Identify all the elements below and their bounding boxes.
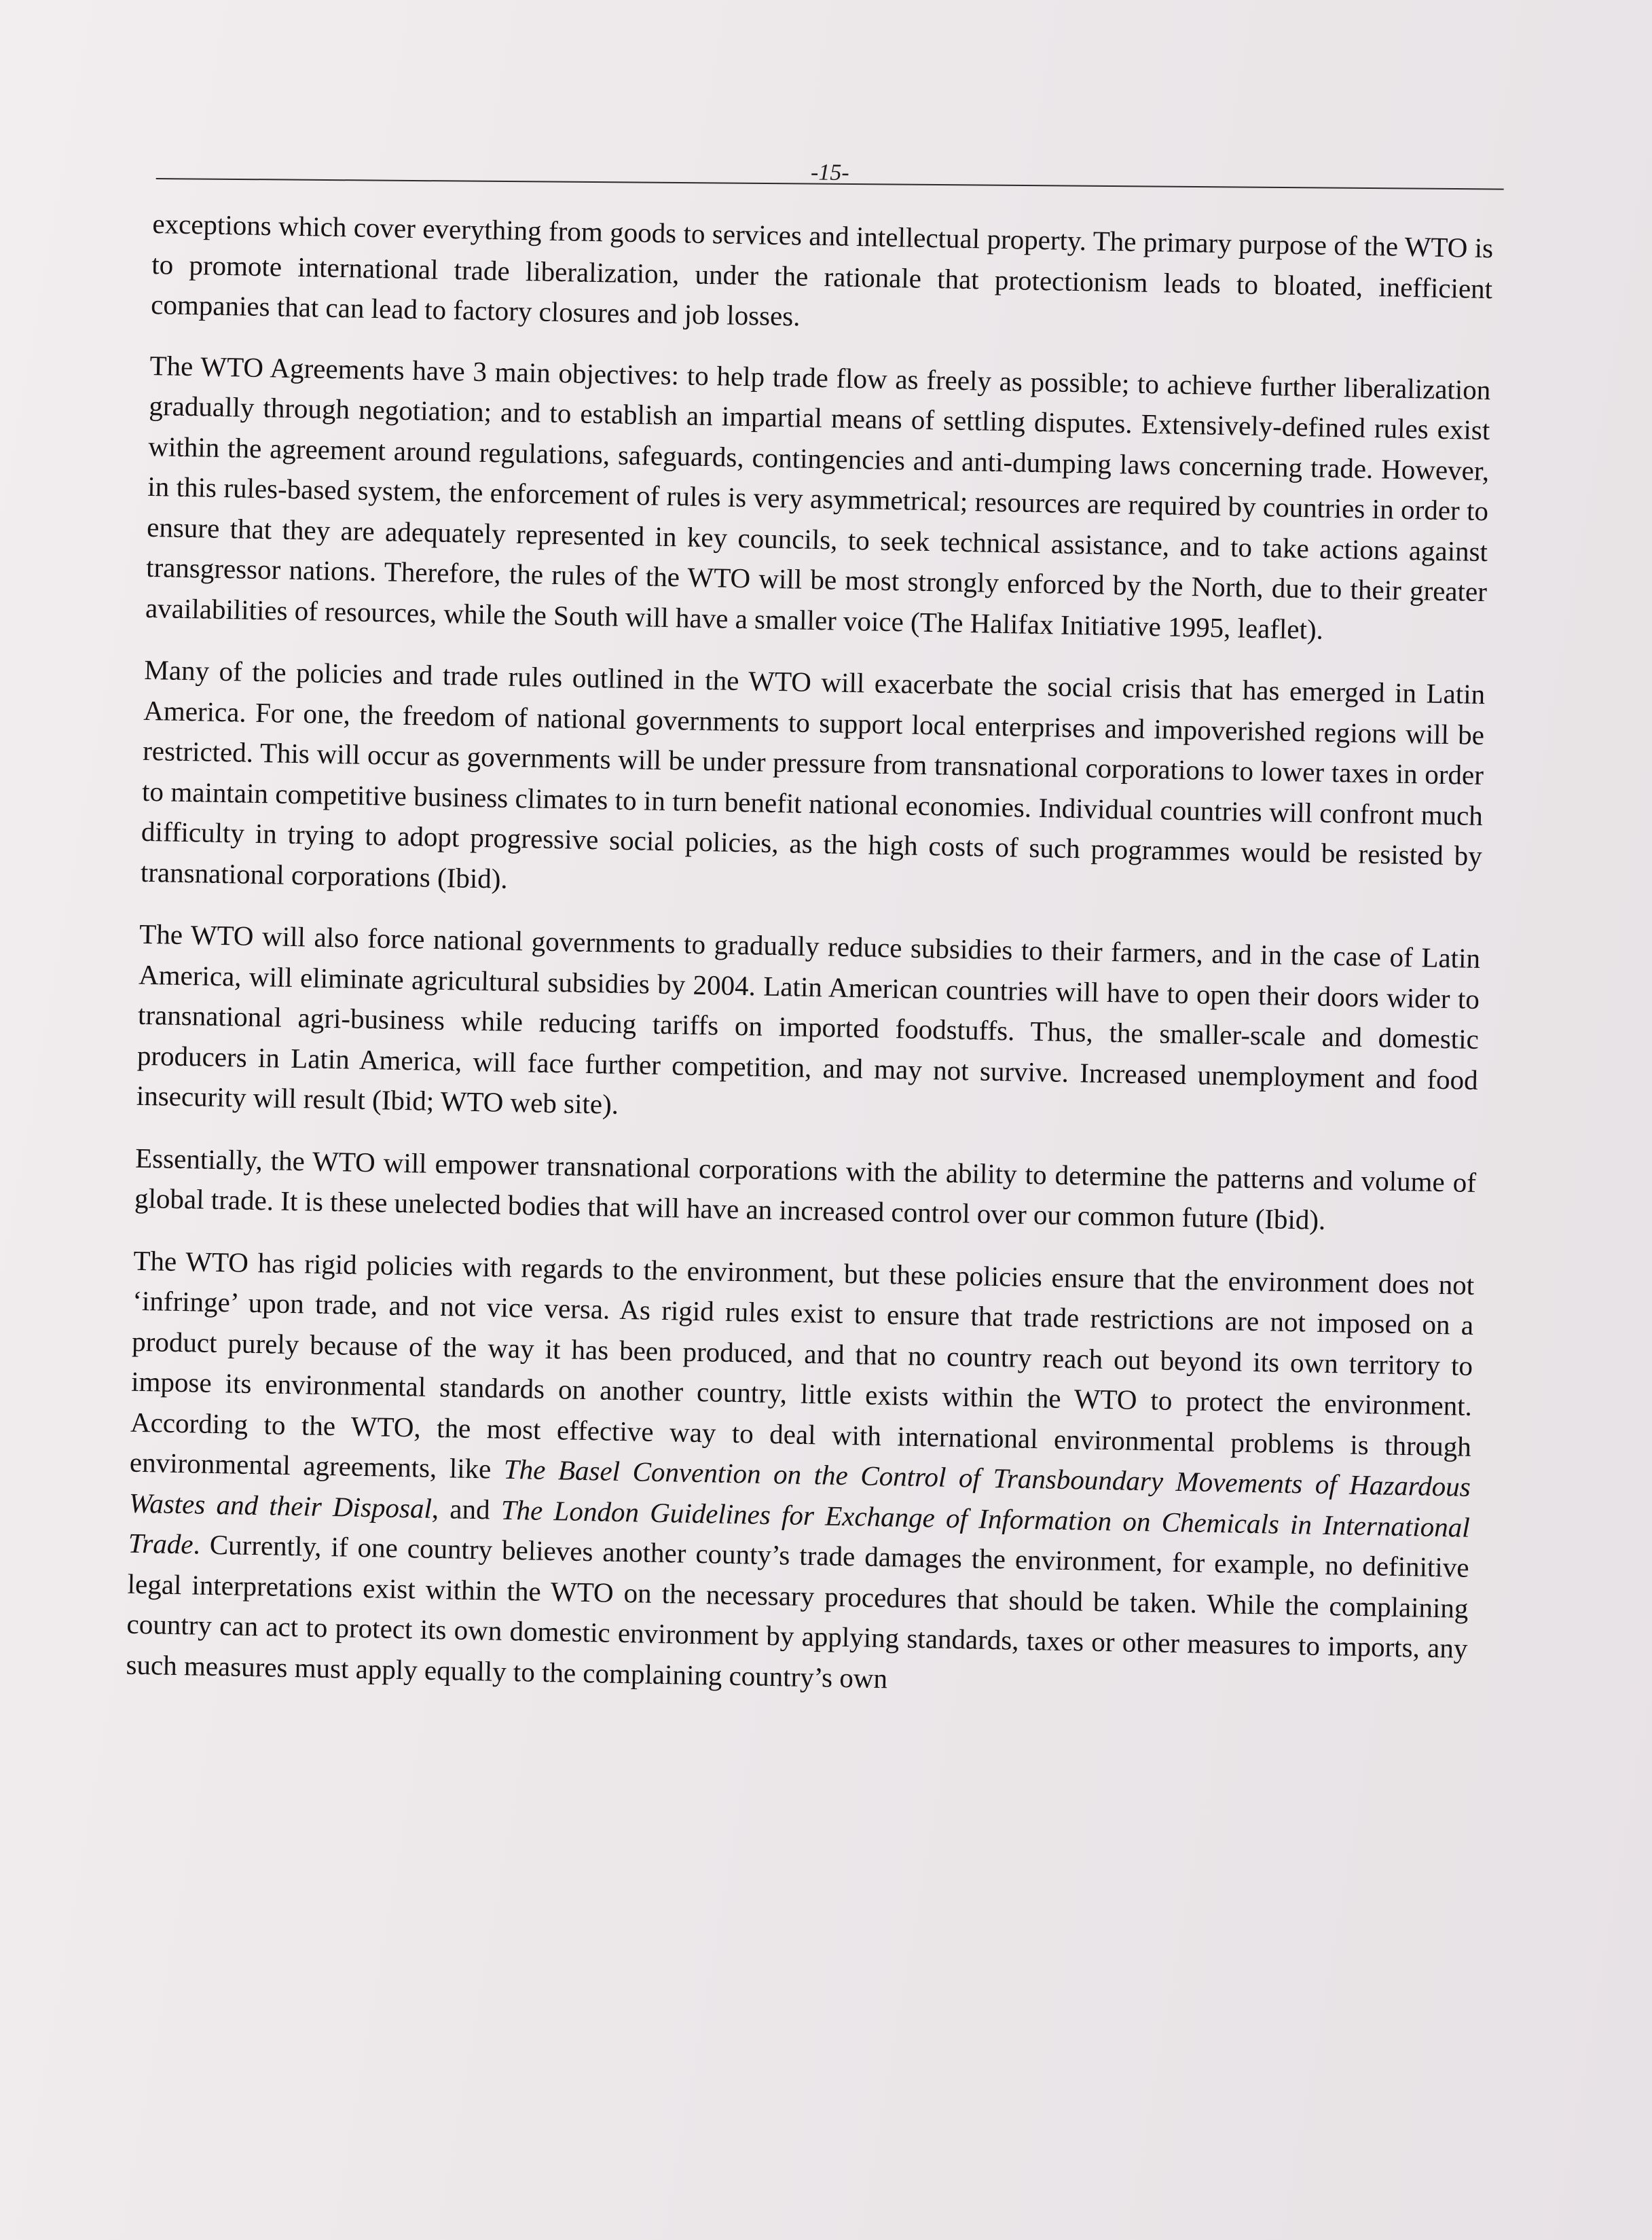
london-guidelines-title: The London Guidelines for Exchange of Information on Chemicals in International Trade (128, 1494, 1471, 1560)
paragraph-6-text-c: . Currently, if one country believes another county’s trade damages the environment, for example, no definitive legal interpretations exist within the WTO on the necessary procedures that should be taken. While the complaining country can act to protect its own domestic environment by applying standards, taxes or other measures to imports, any such measures must apply equally to the complaining country’s own (126, 1528, 1469, 1694)
paragraph-1: exceptions which cover everything from goods to services and intellectual property. The primary purpose of the WTO is to promote international trade liberalization, under the rationale that protectionism leads to bloated, inefficient companies that can lead to factory closures and job losses. (150, 207, 1494, 332)
body-text (125, 204, 1493, 1731)
paragraph-5: Essentially, the WTO will empower transnational corporations with the ability to determine the patterns and volume of global trade. It is these unelected bodies that will have an increased control over our common future (Ibid). (134, 1142, 1477, 1235)
paragraph-6 (126, 1240, 1475, 1710)
basel-convention-title: The Basel Convention on the Control of Transboundary Movements of Hazardous Wastes and their Disposal (128, 1453, 1471, 1524)
paragraph-6-text-b: , and (431, 1492, 502, 1525)
page-number: -15- (810, 160, 849, 186)
paragraph-2: The WTO Agreements have 3 main objectives: to help trade flow as freely as possible; to achieve further liberalization gradually through negotiation; and to establish an impartial means of settling disputes. Extensively-defined rules exist within the agreement around regulations, safeguards, contingencies and anti-dumping laws concerning trade. However, in this rules-based system, the enforcement of rules is very asymmetrical; resources are required by countries in order to ensure that they are adequately represented in key councils, to seek technical assistance, and to take actions against transgressor nations. Therefore, the rules of the WTO will be most strongly enforced by the North, due to their greater availabilities of resources, while the South will have a smaller voice (The Halifax Initiative 1995, leaflet). (145, 349, 1491, 645)
paragraph-3: Many of the policies and trade rules outlined in the WTO will exacerbate the social crisis that has emerged in Latin America. For one, the freedom of national governments to support local enterprises and impoverished regions will be restricted. This will occur as governments will be under pressure from transnational corporations to lower taxes in order to maintain competitive business climates to in turn benefit national economies. Individual countries will confront much difficulty in trying to adopt progressive social policies, as the high costs of such programmes would be resisted by transnational corporations (Ibid). (140, 653, 1486, 895)
paragraph-6-text-a: The WTO has rigid policies with regards to the environment, but these policies ensure that the environment does not ‘infringe’ upon trade, and not vice versa. As rigid rules exist to ensure that trade restrictions are not imposed on a product purely because of the way it has been produced, and that no country reach out beyond its own territory to impose its environmental standards on another country, little exists within the WTO to protect the environment. According to the WTO, the most effective way to deal with international environmental problems is through environmental agreements, like (129, 1244, 1475, 1485)
paragraph-4: The WTO will also force national governments to gradually reduce subsidies to their farmers, and in the case of Latin America, will eliminate agricultural subsidies by 2004. Latin American countries will have to open their doors wider to transnational agri-business while reducing tariffs on imported foodstuffs. Thus, the smaller-scale and domestic producers in Latin America, will face further competition, and may not survive. Increased unemployment and food insecurity will result (Ibid; WTO web site). (136, 918, 1481, 1120)
page-header (156, 155, 1504, 206)
